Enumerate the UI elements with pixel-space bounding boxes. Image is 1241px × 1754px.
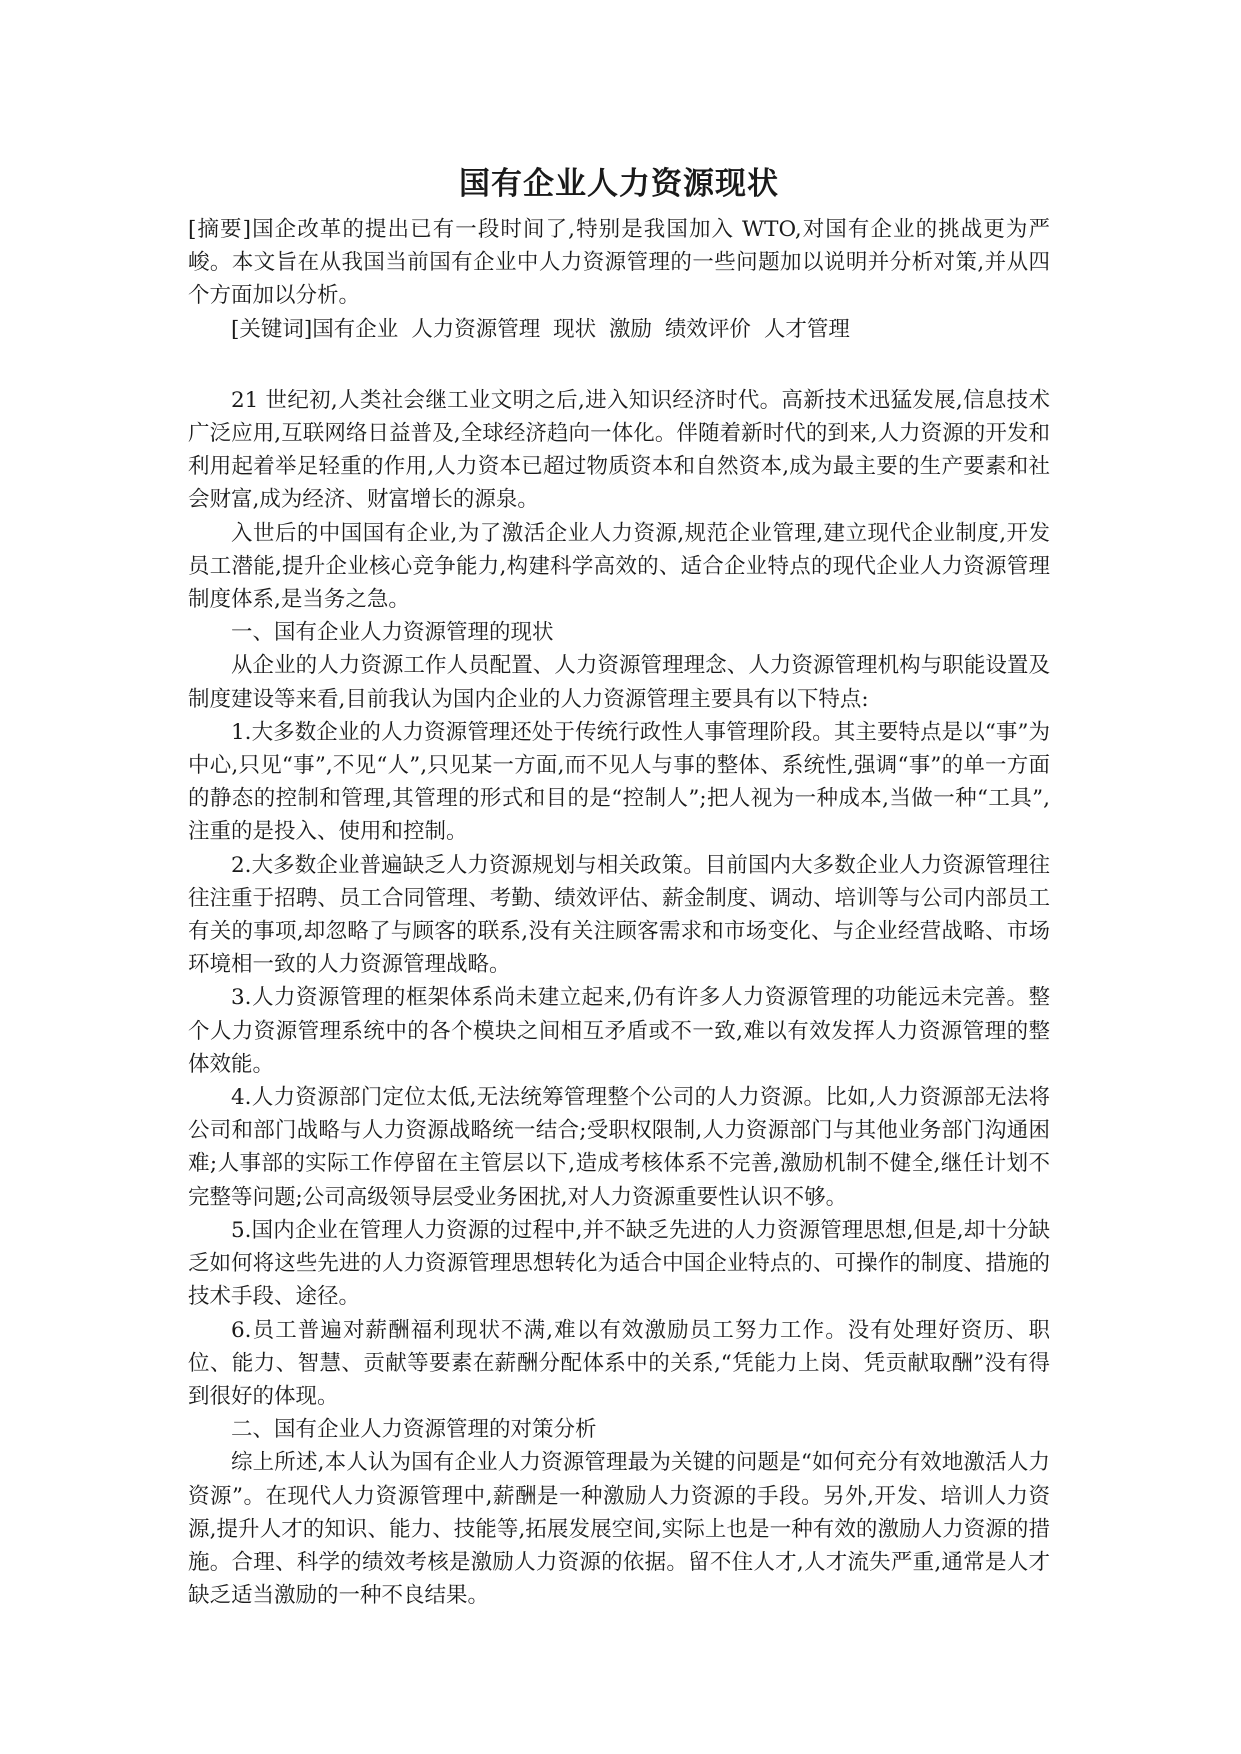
keyword: 人才管理 <box>763 316 850 342</box>
keywords-label: [关键词] <box>231 316 313 342</box>
list-item: 4.人力资源部门定位太低,无法统筹管理整个公司的人力资源。比如,人力资源部无法将公司和部门战略与人力资源战略统一结合;受职权限制,人力资源部门与其他业务部门沟通困难;人事部的实际工作停留在主管层以下,造成考核体系不完善,激励机制不健全,继任计划不完整等问题;公司高级领导层受业务困扰,对人力资源重要性认识不够。 <box>188 1085 1050 1210</box>
list-item: 2.大多数企业普遍缺乏人力资源规划与相关政策。目前国内大多数企业人力资源管理往往注重于招聘、员工合同管理、考勤、绩效评估、薪金制度、调动、培训等与公司内部员工有关的事项,却忽略了与顾客的联系,没有关注顾客需求和市场变化、与企业经营战略、市场环境相一致的人力资源管理战略。 <box>188 852 1050 978</box>
list-item: 5.国内企业在管理人力资源的过程中,并不缺乏先进的人力资源管理思想,但是,却十分缺乏如何将这些先进的人力资源管理思想转化为适合中国企业特点的、可操作的制度、措施的技术手段、途径。 <box>188 1217 1050 1310</box>
paragraph: 入世后的中国国有企业,为了激活企业人力资源,规范企业管理,建立现代企业制度,开发员工潜能,提升企业核心竞争能力,构建科学高效的、适合企业特点的现代企业人力资源管理制度体系,是当务之急。 <box>188 520 1050 613</box>
keyword: 国有企业 <box>312 316 399 342</box>
abstract: [摘要]国企改革的提出已有一段时间了,特别是我国加入 WTO,对国有企业的挑战更为严峻。本文旨在从我国当前国有企业中人力资源管理的一些问题加以说明并分析对策,并从四个方面加以分析。 <box>188 217 1050 309</box>
paragraph: 从企业的人力资源工作人员配置、人力资源管理理念、人力资源管理机构与职能设置及制度建设等来看,目前我认为国内企业的人力资源管理主要具有以下特点: <box>188 653 1050 712</box>
keyword: 人力资源管理 <box>411 316 541 342</box>
list-item: 6.员工普遍对薪酬福利现状不满,难以有效激励员工努力工作。没有处理好资历、职位、能力、智慧、贡献等要素在薪酬分配体系中的关系,“凭能力上岗、凭贡献取酬”没有得到很好的体现。 <box>188 1317 1050 1409</box>
paragraph: 21 世纪初,人类社会继工业文明之后,进入知识经济时代。高新技术迅猛发展,信息技术广泛应用,互联网络日益普及,全球经济趋向一体化。伴随着新时代的到来,人力资源的开发和利用起着举足轻重的作用,人力资本已超过物质资本和自然资本,成为最主要的生产要素和社会财富,成为经济、财富增长的源泉。 <box>188 387 1050 513</box>
document-title: 国有企业人力资源现状 <box>459 166 779 202</box>
paragraph: 综上所述,本人认为国有企业人力资源管理最为关键的问题是“如何充分有效地激活人力资源”。在现代人力资源管理中,薪酬是一种激励人力资源的手段。另外,开发、培训人力资源,提升人才的知识、能力、技能等,拓展发展空间,实际上也是一种有效的激励人力资源的措施。合理、科学的绩效考核是激励人力资源的依据。留不住人才,人才流失严重,通常是人才缺乏适当激励的一种不良结果。 <box>188 1450 1050 1609</box>
section-heading: 二、国有企业人力资源管理的对策分析 <box>231 1417 597 1443</box>
keyword: 激励 <box>609 316 653 342</box>
keywords-line <box>188 313 1050 346</box>
list-item: 3.人力资源管理的框架体系尚未建立起来,仍有许多人力资源管理的功能远未完善。整个人力资源管理系统中的各个模块之间相互矛盾或不一致,难以有效发挥人力资源管理的整体效能。 <box>188 985 1050 1077</box>
keyword: 绩效评价 <box>664 316 751 342</box>
section-heading: 一、国有企业人力资源管理的现状 <box>231 620 554 646</box>
keyword: 现状 <box>553 316 597 342</box>
list-item: 1.大多数企业的人力资源管理还处于传统行政性人事管理阶段。其主要特点是以“事”为中心,只见“事”,不见“人”,只见某一方面,而不见人与事的整体、系统性,强调“事”的单一方面的静态的控制和管理,其管理的形式和目的是“控制人”;把人视为一种成本,当做一种“工具”,注重的是投入、使用和控制。 <box>188 719 1050 845</box>
document-page <box>188 148 1050 1612</box>
